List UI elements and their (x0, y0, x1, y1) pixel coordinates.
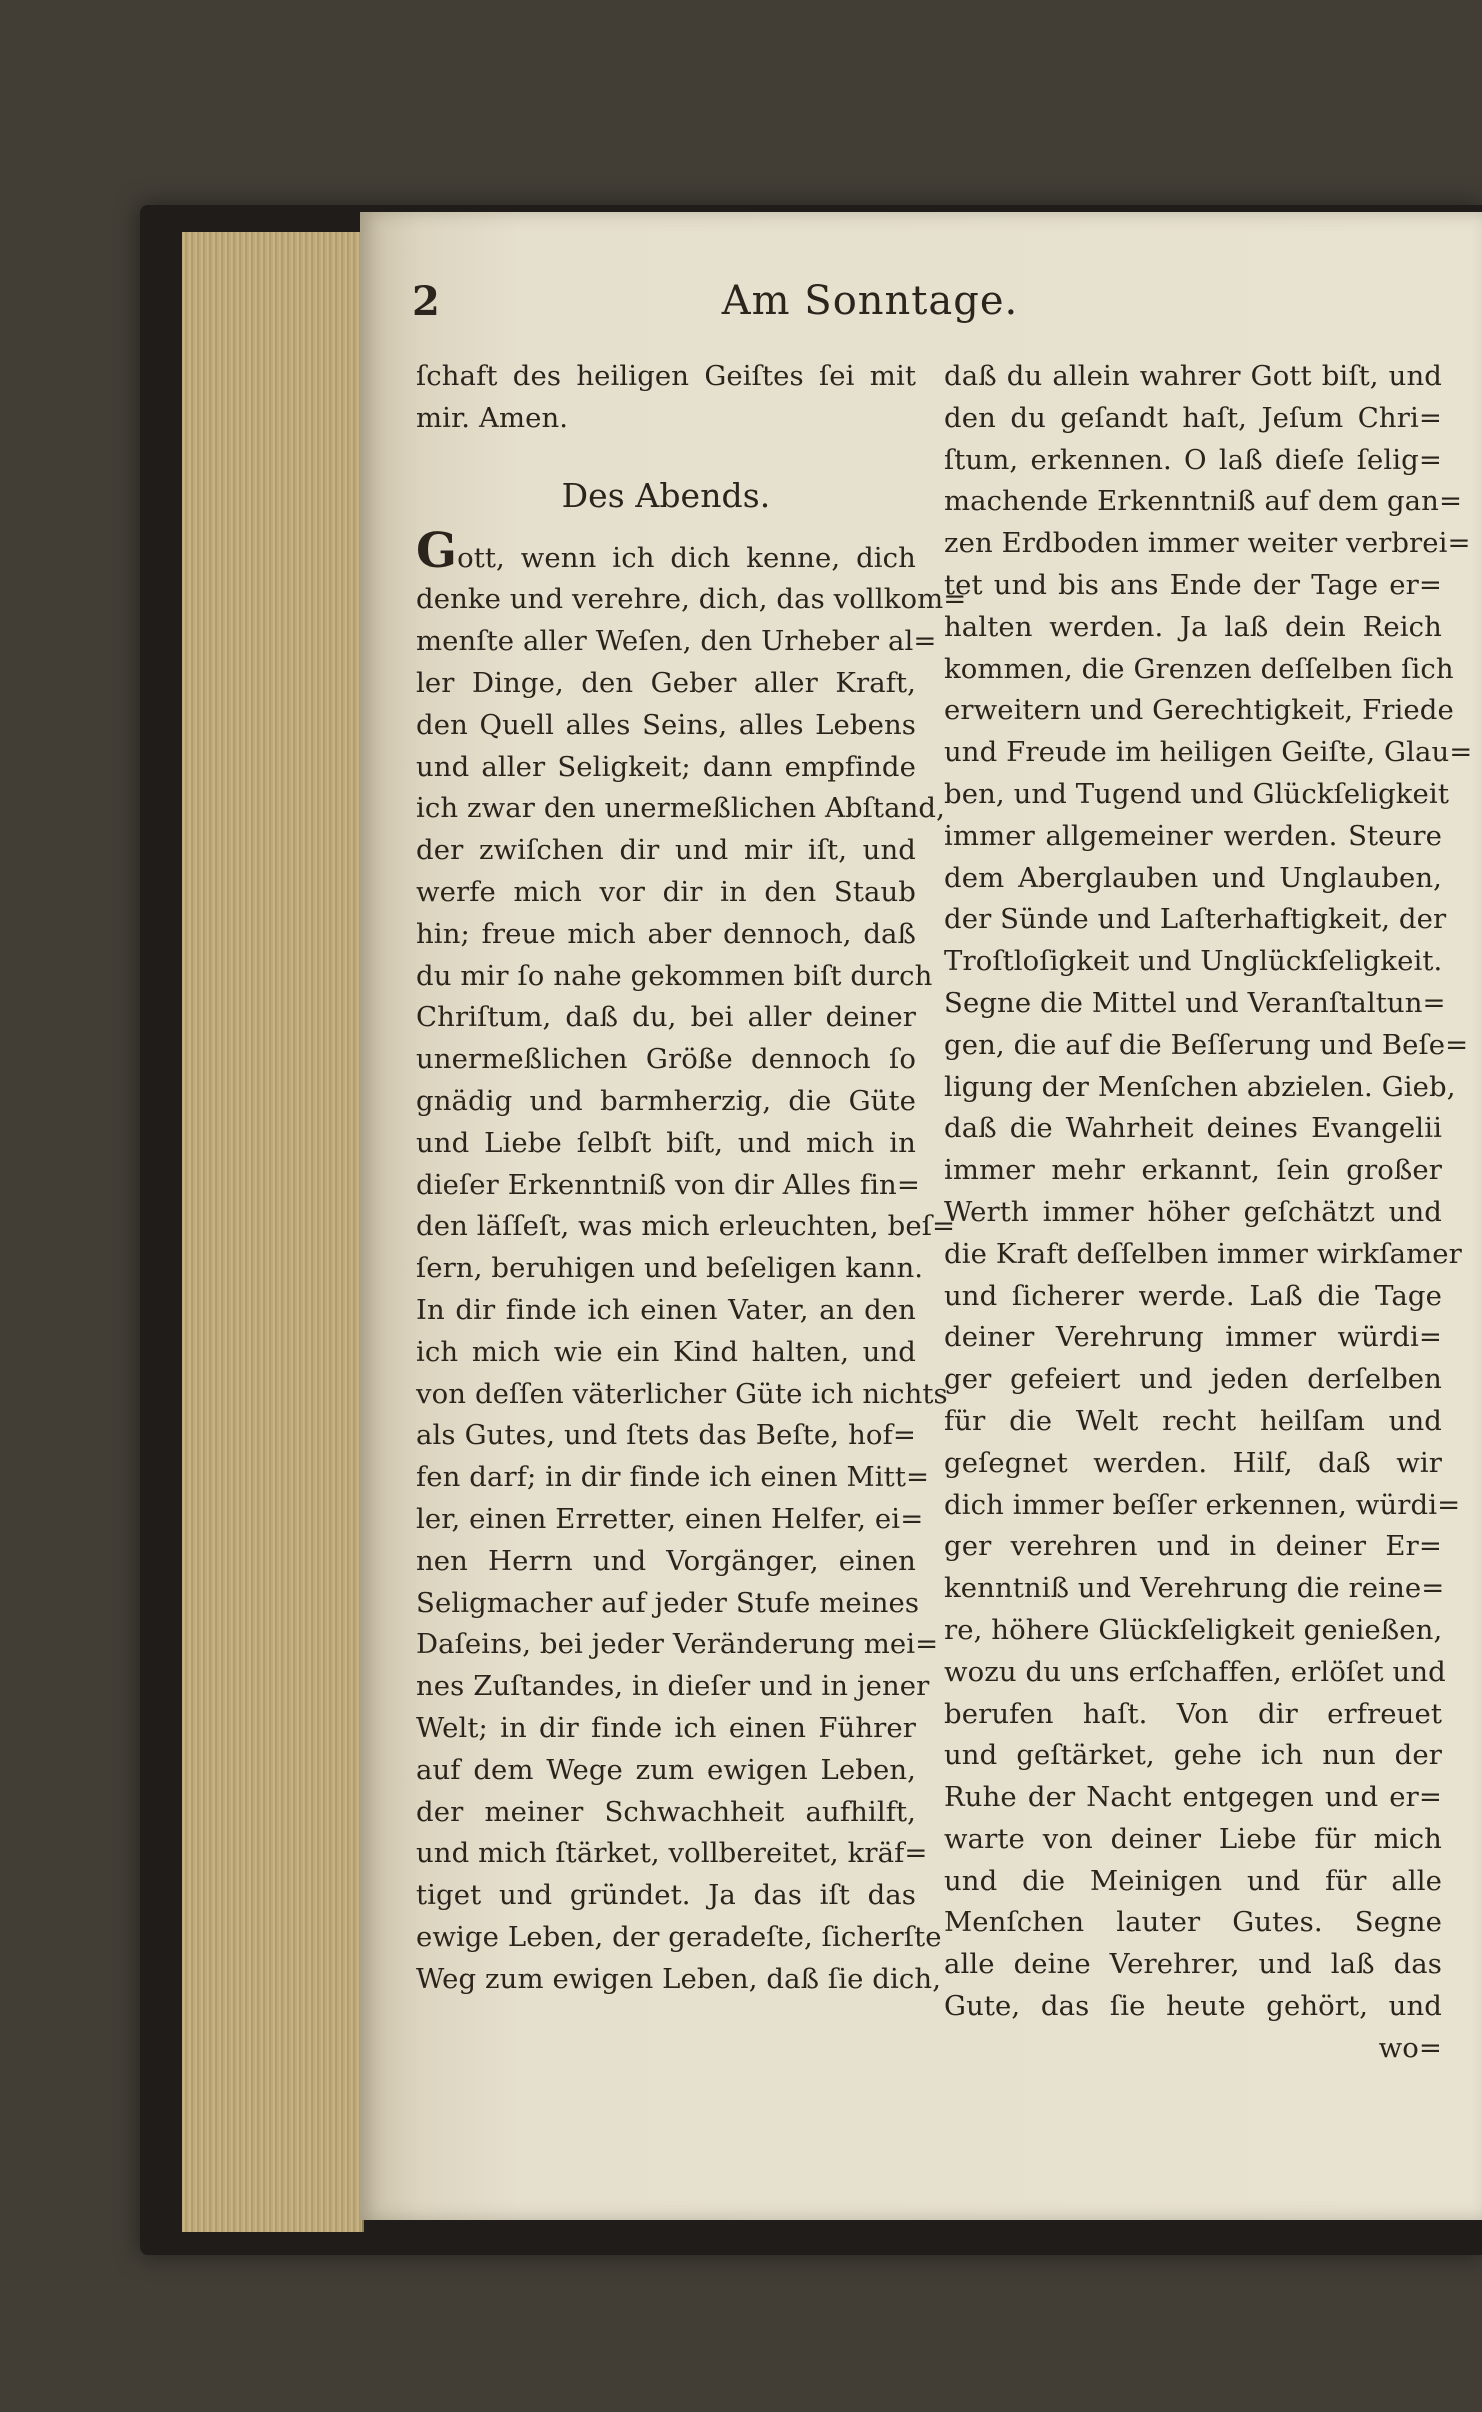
right-paragraph (944, 356, 1473, 2028)
text-line: gen, die auf die Beſſerung und Beſe= (944, 1028, 1469, 1061)
text-line: ger gefeiert und jeden derſelben (944, 1363, 1442, 1396)
text-line: ich mich wie ein Kind halten, und (416, 1335, 916, 1368)
text-line: ger verehren und in deiner Er= (944, 1530, 1442, 1563)
text-line: dich immer beſſer erkennen, würdi= (944, 1488, 1461, 1521)
text-line: und Freude im heiligen Geiſte, Glau= (944, 736, 1473, 769)
text-line: Gute, das ſie heute gehört, und (944, 1990, 1442, 2023)
text-line: und aller Seligkeit; dann empfinde (416, 750, 916, 783)
text-line: warte von deiner Liebe für mich (944, 1822, 1442, 1855)
text-line: ewige Leben, der geradeſte, ſicherſte (416, 1920, 942, 1953)
text-line: als Gutes, und ſtets das Beſte, hof= (416, 1419, 916, 1452)
text-line: denke und verehre, dich, das vollkom= (416, 583, 967, 616)
text-line: der zwiſchen dir und mir iſt, und (416, 834, 916, 867)
running-title: Am Sonntage. (721, 278, 1019, 324)
text-line: immer mehr erkannt, ſein großer (944, 1154, 1442, 1187)
left-paragraph (416, 579, 967, 2000)
text-line: dem Aberglauben und Unglauben, (944, 861, 1442, 894)
text-line: fen darf; in dir finde ich einen Mitt= (416, 1461, 930, 1494)
text-line: ſern, beruhigen und beſeligen kann. (416, 1252, 924, 1285)
right-text-column (944, 356, 1473, 2070)
text-line: Troſtloſigkeit und Unglückſeligkeit. (944, 945, 1443, 978)
text-line: tiget und gründet. Ja das iſt das (416, 1879, 916, 1912)
text-line: zen Erdboden immer weiter verbrei= (944, 527, 1471, 560)
text-line: alle deine Verehrer, und laß das (944, 1948, 1442, 1981)
page-number: 2 (412, 278, 440, 325)
text-line: für die Welt recht heilſam und (944, 1404, 1442, 1437)
text-line: erweitern und Gerechtigkeit, Friede (944, 694, 1454, 727)
catchword: wo= (1378, 2031, 1442, 2064)
text-line: Daſeins, bei jeder Veränderung mei= (416, 1628, 939, 1661)
text-line: Ruhe der Nacht entgegen und er= (944, 1781, 1442, 1814)
first-line-text: ott, wenn ich dich kenne, dich (457, 541, 916, 574)
text-line: dieſer Erkenntniß von dir Alles fin= (416, 1168, 920, 1201)
left-text-column (416, 356, 967, 2000)
text-line: nes Zuſtandes, in dieſer und in jener (416, 1670, 930, 1703)
text-line: Menſchen lauter Gutes. Segne (944, 1906, 1442, 1939)
text-line: der meiner Schwachheit aufhilft, (416, 1795, 916, 1828)
text-line: du mir ſo nahe gekommen biſt durch (416, 959, 933, 992)
text-line: daß die Wahrheit deines Evangelii (944, 1112, 1442, 1145)
text-line: ben, und Tugend und Glückſeligkeit (944, 777, 1449, 810)
text-line: der Sünde und Laſterhaftigkeit, der (944, 903, 1447, 936)
text-line: ler, einen Erretter, einen Helfer, ei= (416, 1502, 924, 1535)
text-line: Chriſtum, daß du, bei aller deiner (416, 1001, 916, 1034)
text-line: den läſſeſt, was mich erleuchten, beſ= (416, 1210, 956, 1243)
text-line: halten werden. Ja laß dein Reich (944, 610, 1442, 643)
text-line: Segne die Mittel und Veranſtaltun= (944, 986, 1446, 1019)
text-line: und die Meinigen und für alle (944, 1864, 1442, 1897)
text-line: und ſicherer werde. Laß die Tage (944, 1279, 1442, 1312)
text-line: hin; freue mich aber dennoch, daß (416, 917, 916, 950)
text-line: ſchaft des heiligen Geiſtes ſei mit (416, 360, 916, 392)
text-line: auf dem Wege zum ewigen Leben, (416, 1753, 916, 1786)
text-line: ler Dinge, den Geber aller Kraft, (416, 666, 916, 699)
text-line: und Liebe ſelbſt biſt, und mich in (416, 1126, 916, 1159)
text-line: und mich ſtärket, vollbereitet, kräf= (416, 1837, 928, 1870)
text-line: re, höhere Glückſeligkeit genießen, (944, 1613, 1443, 1646)
text-line: Weg zum ewigen Leben, daß ſie dich, (416, 1962, 942, 1995)
text-line: ligung der Menſchen abzielen. Gieb, (944, 1070, 1456, 1103)
text-line: wozu du uns erſchaffen, erlöſet und (944, 1655, 1446, 1688)
text-line: berufen haſt. Von dir erfreuet (944, 1697, 1442, 1730)
text-line: machende Erkenntniß auf dem gan= (944, 485, 1463, 518)
text-line: ich zwar den unermeßlichen Abſtand, (416, 792, 945, 825)
text-line: In dir finde ich einen Vater, an den (416, 1293, 916, 1326)
text-line: Welt; in dir finde ich einen Führer (416, 1711, 916, 1744)
text-line: kenntniß und Verehrung die reine= (944, 1572, 1445, 1605)
text-line: den du geſandt haſt, Jeſum Chri= (944, 401, 1442, 434)
text-line: geſegnet werden. Hilf, daß wir (944, 1446, 1442, 1479)
text-line: nen Herrn und Vorgänger, einen (416, 1544, 916, 1577)
text-line: kommen, die Grenzen deſſelben ſich (944, 652, 1454, 685)
text-line: mir. Amen. (416, 401, 569, 434)
text-line: daß du allein wahrer Gott biſt, und (944, 360, 1442, 392)
page-edges (182, 232, 364, 2232)
first-line (416, 522, 916, 580)
text-line: gnädig und barmherzig, die Güte (416, 1084, 916, 1117)
section-heading: Des Abends. (561, 475, 771, 515)
text-line: und geſtärket, gehe ich nun der (944, 1739, 1442, 1772)
text-line: menſte aller Weſen, den Urheber al= (416, 625, 937, 658)
text-line: die Kraft deſſelben immer wirkſamer (944, 1237, 1462, 1270)
text-line: Werth immer höher geſchätzt und (944, 1195, 1442, 1228)
text-line: von deſſen väterlicher Güte ich nichts (416, 1377, 948, 1410)
text-line: immer allgemeiner werden. Steure (944, 819, 1442, 852)
drop-cap: G (416, 522, 458, 579)
text-line: werfe mich vor dir in den Staub (416, 875, 916, 908)
text-line: deiner Verehrung immer würdi= (944, 1321, 1442, 1354)
text-line: ſtum, erkennen. O laß dieſe ſelig= (944, 443, 1442, 476)
text-line: den Quell alles Seins, alles Lebens (416, 708, 916, 741)
text-line: Seligmacher auf jeder Stufe meines (416, 1586, 920, 1619)
text-line: unermeßlichen Größe dennoch ſo (416, 1043, 916, 1076)
text-line: tet und bis ans Ende der Tage er= (944, 568, 1442, 601)
